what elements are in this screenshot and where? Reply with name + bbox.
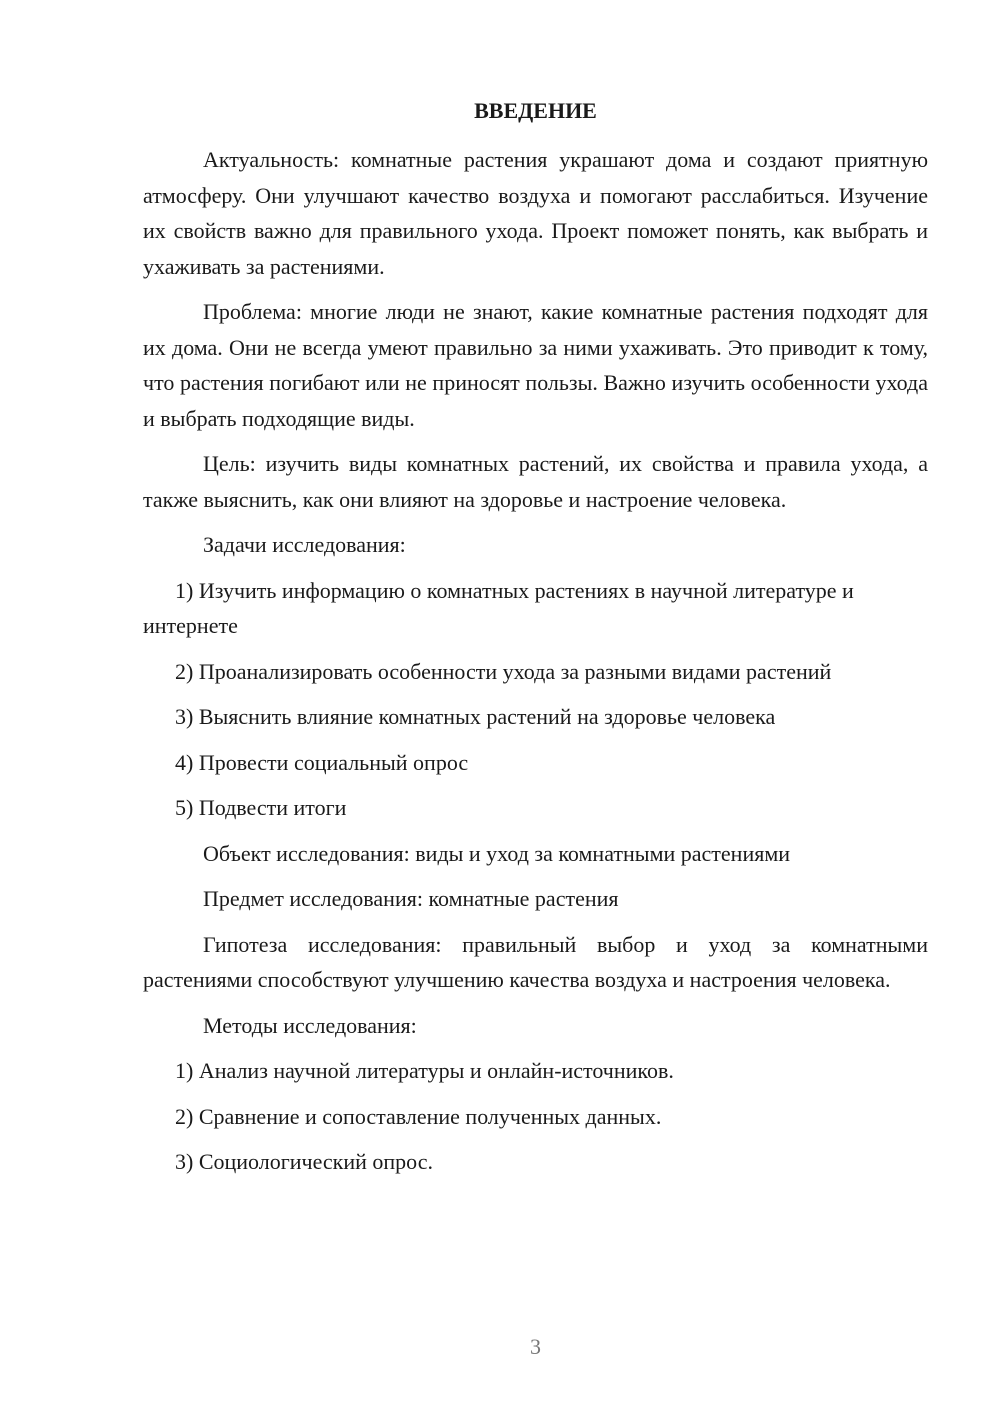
method-item-3: 3) Социологический опрос. bbox=[175, 1149, 433, 1174]
methods-heading: Методы исследования: bbox=[203, 1012, 417, 1038]
research-subject: Предмет исследования: комнатные растения bbox=[203, 886, 619, 911]
document-page bbox=[143, 0, 928, 1414]
research-object: Объект исследования: виды и уход за комнатными растениями bbox=[203, 840, 791, 866]
method-item-1: 1) Анализ научной литературы и онлайн-источников. bbox=[175, 1058, 674, 1083]
page-title: ВВЕДЕНИЕ bbox=[474, 98, 597, 123]
hypothesis-paragraph: Гипотеза исследования: правильный выбор и уход за комнатными растениями способствуют улучшению качества воздуха и настроения человека. bbox=[143, 931, 928, 992]
problem-paragraph: Проблема: многие люди не знают, какие комнатные растения подходят для их дома. Они не всегда умеют правильно за ними ухаживать. Это приводит к тому, что растения погибают или не приносят пользы. Важно изучить особенности ухода и выбрать подходящие виды. bbox=[143, 299, 928, 431]
task-item-3: 3) Выяснить влияние комнатных растений на здоровье человека bbox=[175, 704, 776, 729]
task-item-5: 5) Подвести итоги bbox=[175, 795, 347, 820]
goal-paragraph: Цель: изучить виды комнатных растений, их свойства и правила ухода, а также выяснить, как они влияют на здоровье и настроение человека. bbox=[143, 451, 928, 512]
task-item-1: 1) Изучить информацию о комнатных растениях в научной литературе и интернете bbox=[143, 577, 854, 638]
tasks-heading: Задачи исследования: bbox=[203, 532, 406, 557]
task-item-2: 2) Проанализировать особенности ухода за разными видами растений bbox=[175, 658, 832, 684]
method-item-2: 2) Сравнение и сопоставление полученных данных. bbox=[175, 1103, 662, 1129]
relevance-paragraph: Актуальность: комнатные растения украшают дома и создают приятную атмосферу. Они улучшают качество воздуха и помогают расслабиться. Изучение их свойств важно для правильного ухода. Проект поможет понять, как выбрать и ухаживать за растениями. bbox=[143, 147, 928, 279]
page-number: 3 bbox=[530, 1334, 541, 1359]
task-item-4: 4) Провести социальный опрос bbox=[175, 749, 469, 775]
document-body bbox=[143, 142, 928, 1190]
